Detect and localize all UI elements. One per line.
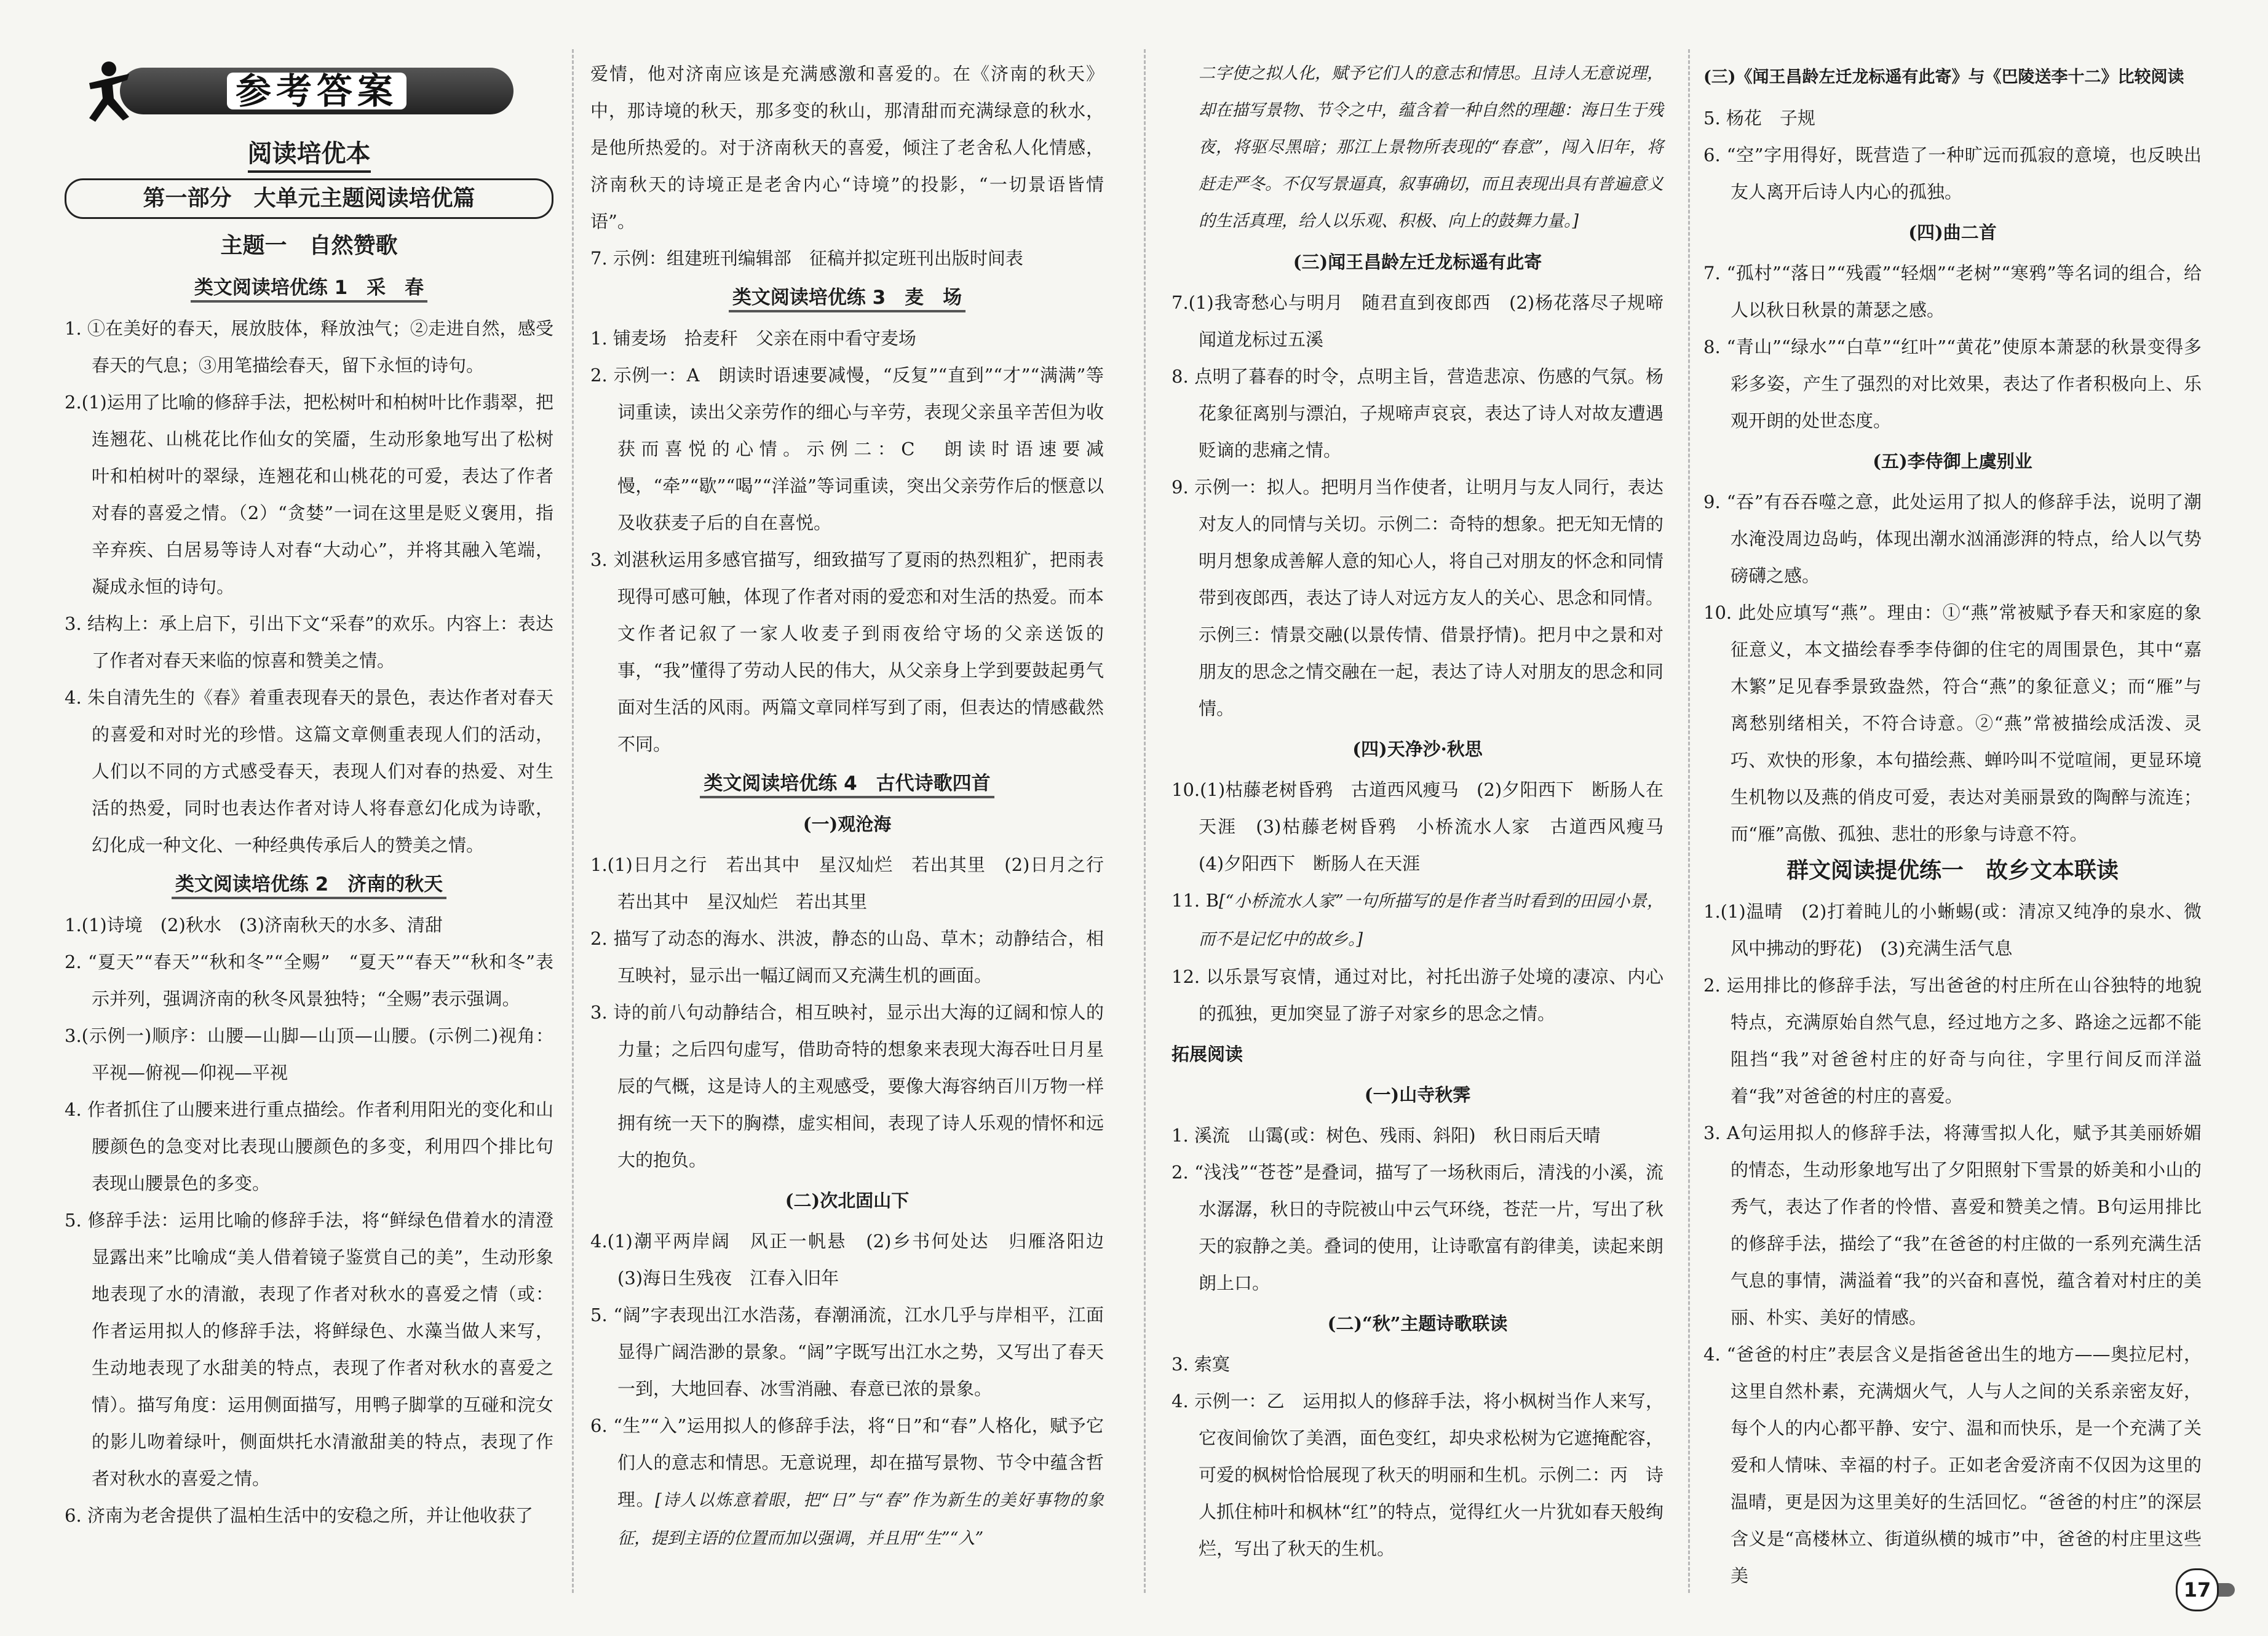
exercise-title: 类文阅读培优练 2 济南的秋天: [65, 866, 553, 903]
answer-item: 7. 示例：组建班刊编辑部 征稿并拟定班刊出版时间表: [590, 248, 1023, 269]
answer-item: 1. 溪流 山霭(或：树色、残雨、斜阳) 秋日雨后天晴: [1172, 1125, 1601, 1146]
answer-item: 4.(1)潮平两岸阔 风正一帆悬 (2)乡书何处达 归雁洛阳边 (3)海日生残夜 江春入旧年: [590, 1231, 1122, 1289]
answer-item: 1.(1)诗境 (2)秋水 (3)济南秋天的水多、清甜: [65, 915, 443, 935]
answer-item: 7.(1)我寄愁心与明月 随君直到夜郎西 (2)杨花落尽子规啼 闻道龙标过五溪: [1172, 292, 1682, 350]
running-figure-icon: [71, 55, 145, 129]
answer-item: 8. “青山”“绿水”“白草”“红叶”“黄花”使原本萧瑟的秋景变得多彩多姿，产生了强烈的对比效果，表达了作者积极向上、乐观开朗的处世态度。: [1703, 336, 2202, 431]
exercise-title: 类文阅读培优练 1 采 春: [65, 269, 553, 306]
answer-continuation: 爱情，他对济南应该是充满感激和喜爱的。在《济南的秋天》中，那诗境的秋天，那多变的秋山，那清甜而充满绿意的秋水，是他所热爱的。对于济南秋天的喜爱，倾注了老舍私人化情感，济南秋天的诗境正是老舍内心“诗境”的投影，“一切景语皆情语”。: [590, 63, 1104, 232]
answer-item: 7. “孤村”“落日”“残霞”“轻烟”“老树”“寒鸦”等名词的组合，给人以秋日秋景的萧瑟之感。: [1703, 263, 2202, 320]
answer-item: 1.(1)日月之行 若出其中 星汉灿烂 若出其里 (2)日月之行 若出其中 星汉灿烂 若出其里: [590, 854, 1122, 912]
section-heading: (四)曲二首: [1908, 222, 1997, 243]
banner-title: 参考答案: [227, 73, 406, 109]
answer-item: 12. 以乐景写哀情，通过对比，衬托出游子处境的凄凉、内心的孤独，更加突显了游子对家乡的思念之情。: [1172, 966, 1663, 1024]
column-1: [65, 55, 553, 1568]
answer-item: 2. 运用排比的修辞手法，写出爸爸的村庄所在山谷独特的地貌特点，充满原始自然气息，经过地方之多、路途之远都不能阻挡“我”对爸爸村庄的好奇与向往，字里行间反而洋溢着“我”对爸爸的村庄的喜爱。: [1703, 975, 2202, 1106]
answer-text: 11. B: [1172, 890, 1219, 911]
answer-note: [诗人以炼意着眼，把“日”与“春”作为新生的美好事物的象征，提到主语的位置而加以强调，并且用“生”“入”: [617, 1491, 1104, 1548]
answer-item: 3. 结构上：承上启下，引出下文“采春”的欢乐。内容上：表达了作者对春天来临的惊喜和赞美之情。: [65, 613, 553, 671]
section-heading: (三)闻王昌龄左迁龙标遥有此寄: [1293, 252, 1542, 272]
answer-item: 5. 修辞手法：运用比喻的修辞手法，将“鲜绿色借着水的清澄显露出来”比喻成“美人借着镜子鉴赏自己的美”，生动形象地表现了水的清澈，表现了作者对秋水的喜爱之情（或：作者运用拟人的修辞手法，将鲜绿色、水藻当做人来写，生动地表现了水甜美的特点，表现了作者对秋水的喜爱之情）。描写角度：运用侧面描写，用鸭子脚掌的互碰和浣女的影儿吻着绿叶，侧面烘托水清澈甜美的特点，表现了作者对秋水的喜爱之情。: [65, 1210, 553, 1489]
answer-item: 2. “浅浅”“苍苍”是叠词，描写了一场秋雨后，清浅的小溪，流水潺潺，秋日的寺院被山中云气环绕，苍茫一片，写出了秋天的寂静之美。叠词的使用，让诗歌富有韵律美，读起来朗朗上口。: [1172, 1162, 1663, 1293]
answer-item: [590, 1407, 1104, 1557]
column-divider: [1144, 49, 1146, 1593]
answer-item: 10.(1)枯藤老树昏鸦 古道西风瘦马 (2)夕阳西下 断肠人在天涯 (3)枯藤老树昏鸦 小桥流水人家 古道西风瘦马 (4)夕阳西下 断肠人在天涯: [1172, 779, 1682, 874]
answer-item: 4. 示例一：乙 运用拟人的修辞手法，将小枫树当作人来写，它夜间偷饮了美酒，面色变红，却央求松树为它遮掩酡容，可爱的枫树恰恰展现了秋天的明丽和生机。示例二：丙 诗人抓住柿叶和枫林“红”的特点，觉得红火一片犹如春天般绚烂，写出了秋天的生机。: [1172, 1391, 1663, 1559]
answer-item: 6. 济南为老舍提供了温柏生活中的安稳之所，并让他收获了: [65, 1505, 533, 1526]
section-heading: (五)李侍御上虞别业: [1873, 451, 2032, 472]
answer-item: 1. ①在美好的春天，展放肢体，释放浊气；②走进自然，感受春天的气息；③用笔描绘春天，留下永恒的诗句。: [65, 318, 553, 376]
section-heading: (一)山寺秋霁: [1364, 1084, 1471, 1105]
answer-item: 3. A句运用拟人的修辞手法，将薄雪拟人化，赋予其美丽娇媚的情态，生动形象地写出了夕阳照射下雪景的娇美和小山的秀气，表达了作者的怜惜、喜爱和赞美之情。B句运用排比的修辞手法，描绘了“我”在爸爸的村庄做的一系列充满生活气息的事情，满溢着“我”的兴奋和喜悦，蕴含着对村庄的美丽、朴实、美好的情感。: [1703, 1122, 2202, 1328]
section-heading: (二)“秋”主题诗歌联读: [1327, 1313, 1508, 1334]
answer-item: 2. “夏天”“春天”“秋和冬”“全赐” “夏天”“春天”“秋和冬”表示并列，强调济南的秋冬风景独特；“全赐”表示强调。: [65, 951, 553, 1009]
answer-item: [1172, 882, 1663, 958]
column-divider: [572, 49, 574, 1593]
answer-item: 5. 杨花 子规: [1703, 108, 1815, 129]
page-number-badge: [2176, 1568, 2231, 1611]
column-2: [590, 55, 1122, 1568]
answer-item: 10. 此处应填写“燕”。理由：①“燕”常被赋予春天和家庭的象征意义，本文描绘春季李侍御的住宅的周围景色，其中“嘉木繁”足见春季景致盎然，符合“燕”的象征意义；而“雁”与离愁别绪相关，不符合诗意。②“燕”常被描绘成活泼、灵巧、欢快的形象，本句描绘燕、蝉吟叫不觉喧闹，更显环境生机物以及燕的俏皮可爱，表达对美丽景致的陶醉与流连；而“雁”高傲、孤独、悲壮的形象与诗意不符。: [1703, 602, 2202, 844]
section-heading: (三)《闻王昌龄左迁龙标遥有此寄》与《巴陵送李十二》比较阅读: [1703, 68, 2184, 87]
column-4: [1703, 55, 2202, 1586]
answer-item: 9. 示例一：拟人。把明月当作使者，让明月与友人同行，表达对友人的同情与关切。示例二：奇特的想象。把无知无情的明月想象成善解人意的知心人，将自己对朋友的怀念和同情带到夜郎西，表达了诗人对远方友人的关心、思念和同情。示例三：情景交融(以景传情、借景抒情)。把月中之景和对朋友的思念之情交融在一起，表达了诗人对朋友的思念和同情。: [1172, 477, 1663, 719]
answer-item: 4. 朱自清先生的《春》着重表现春天的景色，表达作者对春天的喜爱和对时光的珍惜。这篇文章侧重表现人们的活动，人们以不同的方式感受春天，表现人们对春的热爱、对生活的热爱，同时也表达作者对诗人将春意幻化成为诗歌，幻化成一种文化、一种经典传承后人的赞美之情。: [65, 687, 553, 856]
answer-item: 4. 作者抓住了山腰来进行重点描绘。作者利用阳光的变化和山腰颜色的急变对比表现山腰颜色的多变，利用四个排比句表现山腰景色的多变。: [65, 1099, 553, 1194]
header-banner: [65, 55, 553, 129]
answer-item: 3.(示例一)顺序：山腰—山脚—山顶—山腰。(示例二)视角：平视—俯视—仰视—平视: [65, 1025, 553, 1083]
answer-item: 9. “吞”有吞吞噬之意，此处运用了拟人的修辞手法，说明了潮水淹没周边岛屿，体现出潮水汹涌澎湃的特点，给人以气势磅礴之感。: [1703, 491, 2202, 586]
answer-item: 5. “阔”字表现出江水浩荡，春潮涌流，江水几乎与岸相平，江面显得广阔浩渺的景象。“阔”字既写出江水之势，又写出了春天一到，大地回春、冰雪消融、春意已浓的景象。: [590, 1304, 1104, 1399]
answer-note: 二字使之拟人化，赋予它们人的意志和情思。且诗人无意说理，却在描写景物、节令之中，蕴含着一种自然的理趣：海日生于残夜，将驱尽黑暗；那江上景物所表现的“春意”，闯入旧年，将赶走严冬。不仅写景逼真，叙事确切，而且表现出具有普遍意义的生活真理，给人以乐观、积极、向上的鼓舞力量。]: [1199, 64, 1663, 231]
section-heading: (一)观沧海: [803, 814, 892, 835]
answer-item: 4. “爸爸的村庄”表层含义是指爸爸出生的地方——奥拉尼村，这里自然朴素，充满烟火气，人与人之间的关系亲密友好，每个人的内心都平静、安宁、温和而快乐，是一个充满了关爱和人情味、幸福的村子。正如老舍爱济南不仅因为这里的温晴，更是因为这里美好的生活回忆。“爸爸的村庄”的深层含义是“高楼林立、街道纵横的城市”中，爸爸的村庄里这些美: [1703, 1344, 2202, 1586]
part-title: 第一部分 大单元主题阅读培优篇: [65, 178, 553, 219]
banner-bar: [120, 68, 513, 114]
answer-item: 3. 诗的前八句动静结合，相互映衬，显示出大海的辽阔和惊人的力量；之后四句虚写，借助奇特的想象来表现大海吞吐日月星辰的气概，这是诗人的主观感受，要像大海容纳百川万物一样拥有统一天下的胸襟，虚实相间，表现了诗人乐观的情怀和远大的抱负。: [590, 1002, 1104, 1170]
exercise-title: 类文阅读培优练 3 麦 场: [590, 279, 1104, 316]
answer-text: 6. “生”“入”运用拟人的修辞手法，将“日”和“春”人格化，赋予它们人的意志和情思。无意说理，却在描写景物、节令中蕴含哲理。: [590, 1415, 1104, 1510]
answer-item: 2. 描写了动态的海水、洪波，静态的山岛、草木；动静结合，相互映衬，显示出一幅辽阔而又充满生机的画面。: [590, 928, 1104, 986]
answer-item: 2.(1)运用了比喻的修辞手法，把松树叶和柏树叶比作翡翠，把连翘花、山桃花比作仙女的笑靥，生动形象地写出了松树叶和柏树叶的翠绿，连翘花和山桃花的可爱，表达了作者对春的喜爱之情。（2）“贪婪”一词在这里是贬义褒用，指辛弃疾、白居易等诗人对春“大动心”，并将其融入笔端，凝成永恒的诗句。: [65, 392, 553, 597]
answer-note: [“小桥流水人家”一句所描写的是作者当时看到的田园小景，而不是记忆中的故乡。]: [1199, 892, 1663, 949]
answer-item: 3. 刘湛秋运用多感官描写，细致描写了夏雨的热烈粗犷，把雨表现得可感可触，体现了作者对雨的爱恋和对生活的热爱。而本文作者记叙了一家人收麦子到雨夜给守场的父亲送饭的事，“我”懂得了劳动人民的伟大，从父亲身上学到要鼓起勇气面对生活的风雨。两篇文章同样写到了雨，但表达的情感截然不同。: [590, 549, 1104, 755]
section-heading: (四)天净沙·秋思: [1352, 739, 1483, 760]
theme-title: 主题一 自然赞歌: [220, 233, 398, 258]
subject-title: 阅读培优本: [65, 135, 553, 172]
column-3: [1172, 55, 1682, 1568]
answer-item: 1. 铺麦场 拾麦秆 父亲在雨中看守麦场: [590, 328, 916, 349]
section-heading: (二)次北固山下: [785, 1190, 910, 1211]
group-reading-title: 群文阅读提优练一 故乡文本联读: [1786, 858, 2119, 883]
column-divider: [1688, 49, 1690, 1593]
answer-item: 2. 示例一：A 朗读时语速要减慢，“反复”“直到”“才”“满满”等词重读，读出父亲劳作的细心与辛劳，表现父亲虽辛苦但为收获而喜悦的心情。示例二：C 朗读时语速要减慢，“牵”“歇”“喝”“洋溢”等词重读，突出父亲劳作后的惬意以及收获麦子后的自在喜悦。: [590, 365, 1104, 533]
section-heading: 拓展阅读: [1172, 1044, 1243, 1065]
answer-item: 8. 点明了暮春的时令，点明主旨，营造悲凉、伤感的气氛。杨花象征离别与漂泊，子规啼声哀哀，表达了诗人对故友遭遇贬谪的悲痛之情。: [1172, 366, 1663, 461]
answer-item: 1.(1)温晴 (2)打着盹儿的小蜥蜴(或：清凉又纯净的泉水、微风中拂动的野花) (3)充满生活气息: [1703, 901, 2202, 959]
page-number: 17: [2176, 1568, 2219, 1611]
exercise-title: 类文阅读培优练 4 古代诗歌四首: [590, 765, 1104, 802]
answer-item: 6. “空”字用得好，既营造了一种旷远而孤寂的意境，也反映出友人离开后诗人内心的孤独。: [1703, 145, 2202, 202]
answer-item: 3. 索寞: [1172, 1354, 1230, 1375]
